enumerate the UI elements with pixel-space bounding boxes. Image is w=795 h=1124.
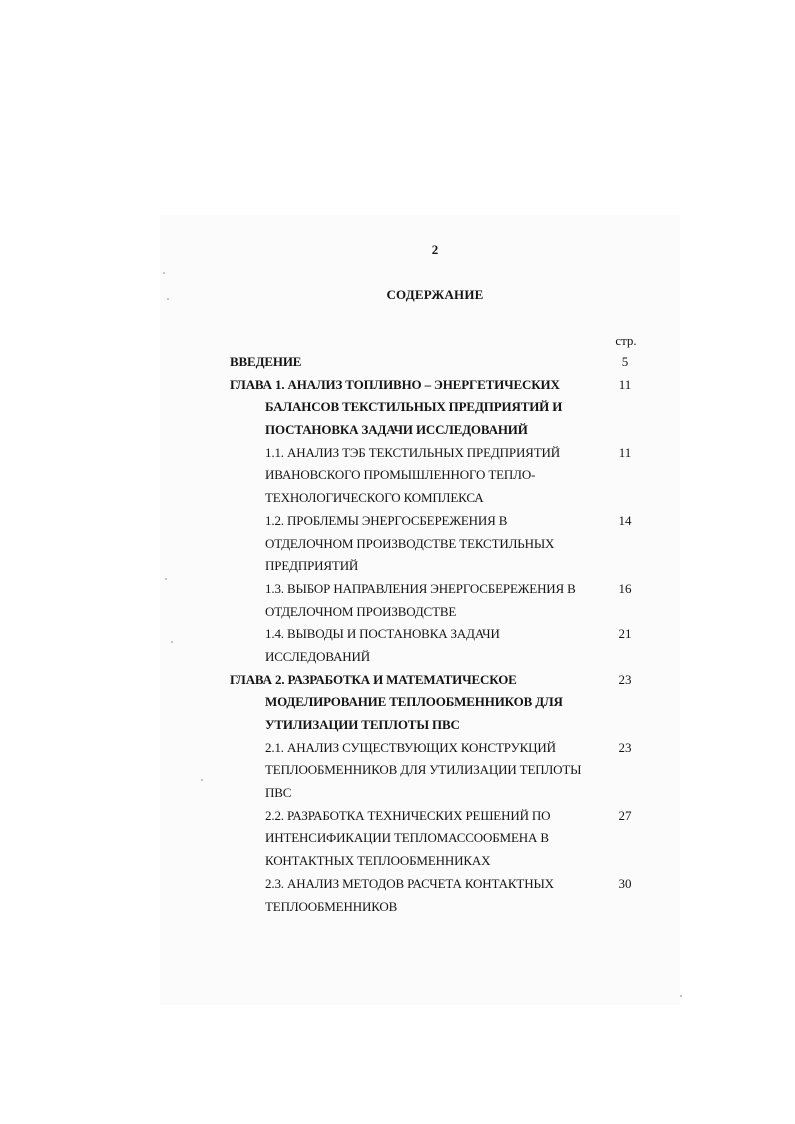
toc-entry-line: ИНТЕНСИФИКАЦИИ ТЕПЛОМАССООБМЕНА В <box>265 830 549 846</box>
toc-entry-line: 1.3. ВЫБОР НАПРАВЛЕНИЯ ЭНЕРГОСБЕРЕЖЕНИЯ В <box>265 580 576 596</box>
toc-chapter-entry <box>230 669 650 737</box>
page-number: 2 <box>431 242 439 257</box>
toc-entry-line: КОНТАКТНЫХ ТЕПЛООБМЕННИКАХ <box>265 853 491 869</box>
toc-entry-line: 2.3. АНАЛИЗ МЕТОДОВ РАСЧЕТА КОНТАКТНЫХ <box>265 875 554 891</box>
toc-entry-line: 1.1. АНАЛИЗ ТЭБ ТЕКСТИЛЬНЫХ ПРЕДПРИЯТИЙ <box>265 444 560 460</box>
toc-entry-title <box>230 510 598 578</box>
scan-speck <box>171 641 173 643</box>
toc-entry-line: УТИЛИЗАЦИИ ТЕПЛОТЫ ПВС <box>265 717 460 732</box>
toc-entry-line: ИССЛЕДОВАНИЙ <box>265 648 371 664</box>
toc-entry-title <box>230 805 598 873</box>
toc-entry-page: 27 <box>618 807 632 823</box>
toc-entry-title <box>230 623 598 668</box>
toc-entry-line: ГЛАВА 1. АНАЛИЗ ТОПЛИВНО – ЭНЕРГЕТИЧЕСКИХ <box>230 376 560 392</box>
toc-entry-title <box>230 669 598 737</box>
toc-entry-line: ГЛАВА 2. РАЗРАБОТКА И МАТЕМАТИЧЕСКОЕ <box>230 671 517 687</box>
toc-entry-line: ОТДЕЛОЧНОМ ПРОИЗВОДСТВЕ <box>265 603 457 619</box>
toc-section-entry <box>230 442 650 510</box>
toc-entry-page: 30 <box>618 875 632 891</box>
toc-section-entry <box>230 873 650 918</box>
toc-entry-title <box>230 873 598 918</box>
toc-entry-page: 23 <box>618 671 632 687</box>
toc-entry-line: ТЕПЛООБМЕННИКОВ ДЛЯ УТИЛИЗАЦИИ ТЕПЛОТЫ <box>265 762 582 778</box>
toc-chapter-entry <box>230 351 650 374</box>
scan-speck <box>680 995 682 997</box>
toc-entry-line: 2.1. АНАЛИЗ СУЩЕСТВУЮЩИХ КОНСТРУКЦИЙ <box>265 739 556 755</box>
toc-entry-page: 16 <box>618 580 632 596</box>
toc-entry-title <box>230 374 598 442</box>
scan-speck <box>201 779 203 781</box>
toc-entry-line: ТЕХНОЛОГИЧЕСКОГО КОМПЛЕКСА <box>265 490 484 506</box>
toc-entry-title <box>230 737 598 805</box>
scan-speck <box>165 578 167 580</box>
toc-chapter-entry <box>230 374 650 442</box>
toc-entry-line: ИВАНОВСКОГО ПРОМЫШЛЕННОГО ТЕПЛО- <box>265 467 536 483</box>
toc-entry-line: 2.2. РАЗРАБОТКА ТЕХНИЧЕСКИХ РЕШЕНИЙ ПО <box>265 807 551 823</box>
toc-entry-line: 1.2. ПРОБЛЕМЫ ЭНЕРГОСБЕРЕЖЕНИЯ В <box>265 512 508 528</box>
toc-section-entry <box>230 737 650 805</box>
toc-entry-line: ПВС <box>265 785 292 801</box>
page-column-header: стр. <box>615 333 637 348</box>
toc-entry-title <box>230 351 598 374</box>
contents-title: СОДЕРЖАНИЕ <box>386 287 484 302</box>
toc-entry-page: 11 <box>618 376 632 392</box>
toc-entry-page: 23 <box>618 739 632 755</box>
toc-entry-page: 21 <box>618 626 632 642</box>
toc-section-entry <box>230 805 650 873</box>
toc-entry-line: ТЕПЛООБМЕННИКОВ <box>265 898 398 914</box>
toc-entry-line: ОТДЕЛОЧНОМ ПРОИЗВОДСТВЕ ТЕКСТИЛЬНЫХ <box>265 535 555 551</box>
toc-entry-line: ПРЕДПРИЯТИЙ <box>265 558 359 574</box>
toc-entry-page: 14 <box>618 512 632 528</box>
toc-entry-line: ПОСТАНОВКА ЗАДАЧИ ИССЛЕДОВАНИЙ <box>265 422 528 438</box>
toc-entry-page: 5 <box>621 354 629 369</box>
table-of-contents <box>230 351 650 918</box>
toc-entry-page: 11 <box>618 444 632 460</box>
toc-entry-title <box>230 578 598 623</box>
toc-section-entry <box>230 510 650 578</box>
toc-entry-line: 1.4. ВЫВОДЫ И ПОСТАНОВКА ЗАДАЧИ <box>265 626 500 642</box>
toc-entry-title <box>230 442 598 510</box>
toc-entry-line: БАЛАНСОВ ТЕКСТИЛЬНЫХ ПРЕДПРИЯТИЙ И <box>265 399 563 415</box>
toc-entry-line: МОДЕЛИРОВАНИЕ ТЕПЛООБМЕННИКОВ ДЛЯ <box>265 694 563 710</box>
toc-section-entry <box>230 578 650 623</box>
toc-section-entry <box>230 623 650 668</box>
scan-speck <box>163 272 165 274</box>
toc-entry-line: ВВЕДЕНИЕ <box>230 354 302 369</box>
